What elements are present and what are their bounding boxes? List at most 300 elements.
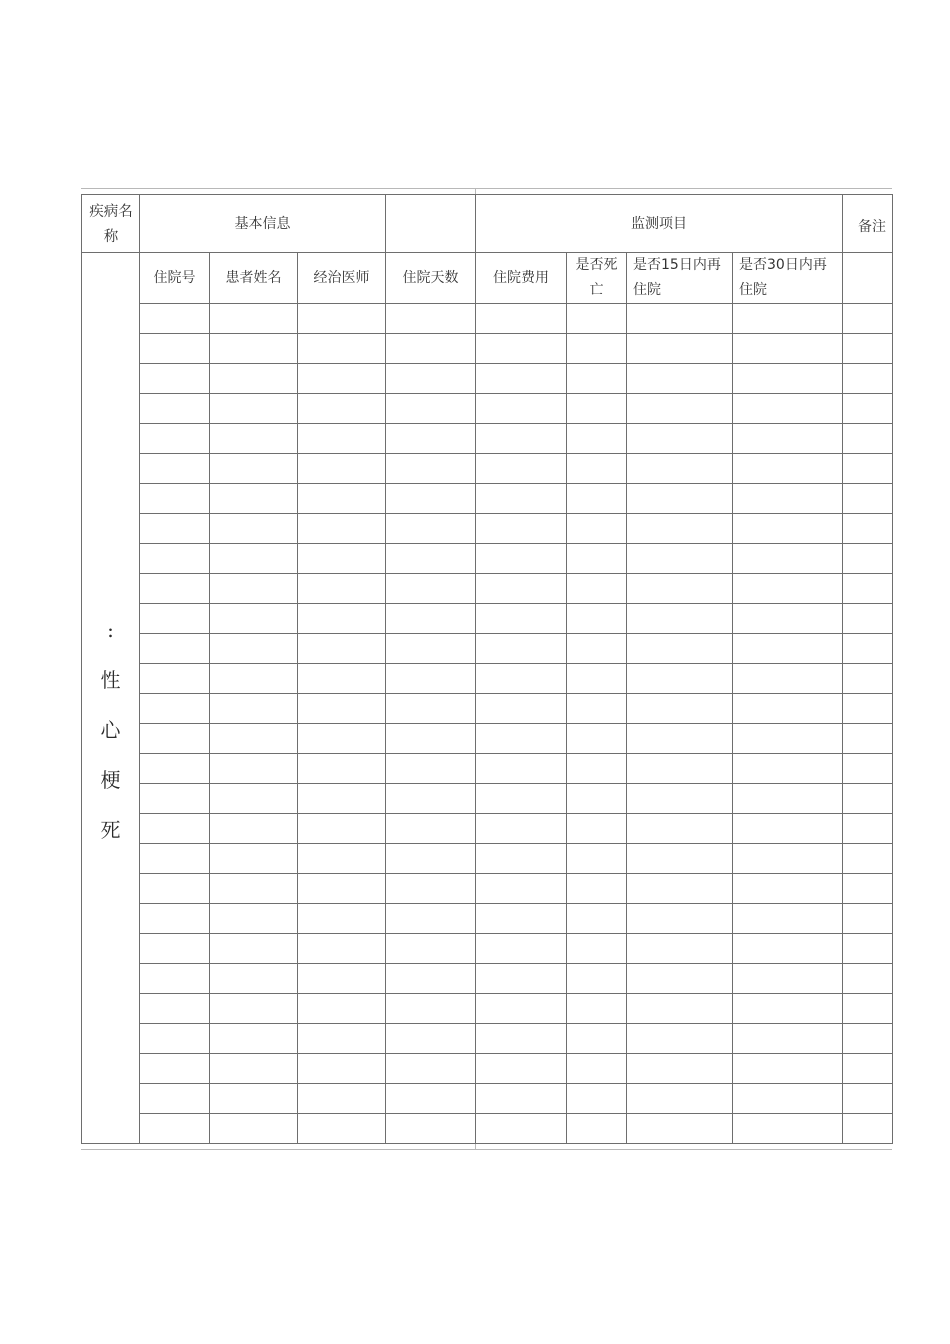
cell-patient-name [210,304,298,334]
table-row [82,964,893,994]
cell-admission-no [140,844,210,874]
cell-remarks [843,634,893,664]
cell-died [567,424,627,454]
cell-readmit-30 [733,334,843,364]
cell-remarks [843,844,893,874]
cell-stay-days [386,304,476,334]
cell-readmit-30 [733,634,843,664]
cell-died [567,754,627,784]
cell-readmit-30 [733,484,843,514]
cell-attending-doctor [298,694,386,724]
cell-readmit-30 [733,964,843,994]
cell-attending-doctor [298,604,386,634]
cell-readmit-15 [627,664,733,694]
cell-patient-name [210,754,298,784]
cell-patient-name [210,694,298,724]
disease-name-vertical: : 性 心 梗 死 [100,618,121,842]
cell-stay-days [386,874,476,904]
cell-patient-name [210,604,298,634]
cell-attending-doctor [298,934,386,964]
cell-readmit-30 [733,934,843,964]
cell-stay-days [386,724,476,754]
cell-cost [476,484,567,514]
cell-stay-days [386,484,476,514]
cell-admission-no [140,904,210,934]
cell-readmit-30 [733,304,843,334]
cell-stay-days [386,364,476,394]
monitoring-items-header: 监测项目 [476,195,843,253]
cell-died [567,1084,627,1114]
cell-attending-doctor [298,1114,386,1144]
cell-stay-days [386,1024,476,1054]
cell-remarks [843,304,893,334]
cell-stay-days [386,814,476,844]
cell-died [567,934,627,964]
cell-attending-doctor [298,964,386,994]
cell-stay-days [386,694,476,724]
table-row [82,544,893,574]
cell-patient-name [210,784,298,814]
cell-patient-name [210,874,298,904]
cell-stay-days [386,454,476,484]
cell-remarks [843,814,893,844]
cell-cost [476,934,567,964]
cell-patient-name [210,904,298,934]
cell-attending-doctor [298,364,386,394]
cell-readmit-15 [627,604,733,634]
remarks-header: 备注 [843,195,893,253]
cell-remarks [843,964,893,994]
cell-died [567,904,627,934]
cell-stay-days [386,844,476,874]
cell-cost [476,394,567,424]
cell-died [567,664,627,694]
cell-stay-days [386,1054,476,1084]
cell-attending-doctor [298,634,386,664]
cell-cost [476,364,567,394]
top-border-rule [81,188,892,189]
cell-readmit-30 [733,874,843,904]
table-row [82,1054,893,1084]
cell-died [567,574,627,604]
cell-remarks [843,934,893,964]
disease-name-header: 疾病名称 [82,195,140,253]
cell-remarks [843,994,893,1024]
cell-admission-no [140,634,210,664]
cell-died [567,994,627,1024]
cell-readmit-15 [627,964,733,994]
cell-died [567,1024,627,1054]
cell-attending-doctor [298,844,386,874]
table-row [82,514,893,544]
cell-stay-days [386,544,476,574]
cell-attending-doctor [298,1024,386,1054]
cell-patient-name [210,1084,298,1114]
cell-cost [476,454,567,484]
table-row [82,664,893,694]
cell-readmit-15 [627,514,733,544]
cell-patient-name [210,994,298,1024]
cell-patient-name [210,844,298,874]
cell-remarks [843,904,893,934]
cell-patient-name [210,514,298,544]
cell-admission-no [140,964,210,994]
cell-admission-no [140,814,210,844]
cell-readmit-30 [733,754,843,784]
cell-patient-name [210,394,298,424]
cell-admission-no [140,1024,210,1054]
cell-readmit-15 [627,934,733,964]
table-row [82,454,893,484]
cell-readmit-15 [627,994,733,1024]
cell-remarks [843,364,893,394]
table-row [82,484,893,514]
cell-died [567,304,627,334]
cell-admission-no [140,1054,210,1084]
bottom-border-rule [81,1149,892,1150]
cell-readmit-15 [627,484,733,514]
cell-readmit-30 [733,724,843,754]
cell-admission-no [140,424,210,454]
table-row [82,574,893,604]
cell-cost [476,544,567,574]
table-row [82,424,893,454]
cell-cost [476,304,567,334]
cell-readmit-30 [733,604,843,634]
monitoring-table [81,194,893,1144]
cell-patient-name [210,574,298,604]
cell-cost [476,514,567,544]
cell-readmit-30 [733,514,843,544]
cell-died [567,484,627,514]
cell-died [567,964,627,994]
cell-readmit-15 [627,454,733,484]
table-row [82,694,893,724]
cell-patient-name [210,934,298,964]
cell-died [567,844,627,874]
cell-admission-no [140,994,210,1024]
cell-admission-no [140,934,210,964]
cell-attending-doctor [298,544,386,574]
cell-remarks [843,1024,893,1054]
cell-readmit-15 [627,1114,733,1144]
cell-remarks [843,604,893,634]
cell-remarks [843,784,893,814]
cell-died [567,784,627,814]
cell-stay-days [386,994,476,1024]
cell-readmit-15 [627,1084,733,1114]
cell-cost [476,724,567,754]
cell-stay-days [386,754,476,784]
col-header-patient-name: 患者姓名 [210,253,298,304]
cell-readmit-15 [627,784,733,814]
cell-readmit-30 [733,394,843,424]
cell-died [567,334,627,364]
col-header-admission-no: 住院号 [140,253,210,304]
cell-readmit-30 [733,844,843,874]
cell-died [567,874,627,904]
cell-attending-doctor [298,904,386,934]
cell-cost [476,1114,567,1144]
cell-admission-no [140,754,210,784]
cell-readmit-15 [627,874,733,904]
cell-stay-days [386,934,476,964]
col-header-readmit-30: 是否30日内再住院 [733,253,843,304]
cell-attending-doctor [298,664,386,694]
cell-readmit-15 [627,1024,733,1054]
cell-readmit-30 [733,574,843,604]
cell-attending-doctor [298,334,386,364]
cell-remarks [843,694,893,724]
cell-cost [476,1054,567,1084]
cell-readmit-15 [627,394,733,424]
cell-patient-name [210,544,298,574]
cell-remarks [843,874,893,904]
col-header-stay-days: 住院天数 [386,253,476,304]
blank-header-cell [386,195,476,253]
cell-died [567,514,627,544]
cell-cost [476,904,567,934]
table-row [82,1084,893,1114]
cell-admission-no [140,364,210,394]
cell-readmit-15 [627,844,733,874]
cell-stay-days [386,514,476,544]
header-row-1 [82,195,893,253]
cell-attending-doctor [298,1054,386,1084]
cell-cost [476,1024,567,1054]
cell-admission-no [140,664,210,694]
table-row [82,724,893,754]
cell-cost [476,574,567,604]
cell-patient-name [210,454,298,484]
cell-admission-no [140,784,210,814]
cell-attending-doctor [298,394,386,424]
cell-remarks [843,484,893,514]
cell-remarks [843,1114,893,1144]
cell-cost [476,634,567,664]
cell-readmit-30 [733,694,843,724]
cell-stay-days [386,334,476,364]
table-row [82,784,893,814]
cell-remarks [843,724,893,754]
cell-attending-doctor [298,754,386,784]
cell-cost [476,754,567,784]
cell-remarks [843,334,893,364]
cell-cost [476,334,567,364]
col-header-died: 是否死亡 [567,253,627,304]
cell-attending-doctor [298,424,386,454]
cell-readmit-30 [733,664,843,694]
cell-cost [476,844,567,874]
basic-info-header: 基本信息 [140,195,386,253]
cell-admission-no [140,874,210,904]
cell-attending-doctor [298,724,386,754]
cell-readmit-15 [627,424,733,454]
cell-stay-days [386,604,476,634]
cell-patient-name [210,814,298,844]
table-row [82,1024,893,1054]
cell-readmit-15 [627,814,733,844]
cell-remarks [843,664,893,694]
table-row [82,874,893,904]
table-row [82,634,893,664]
cell-remarks [843,394,893,424]
cell-died [567,724,627,754]
cell-died [567,394,627,424]
table-row [82,334,893,364]
cell-readmit-15 [627,544,733,574]
cell-attending-doctor [298,454,386,484]
cell-readmit-30 [733,1114,843,1144]
table-row [82,304,893,334]
cell-admission-no [140,544,210,574]
cell-admission-no [140,454,210,484]
cell-readmit-15 [627,574,733,604]
table-row [82,394,893,424]
cell-readmit-30 [733,814,843,844]
cell-patient-name [210,1054,298,1084]
cell-remarks [843,754,893,784]
cell-stay-days [386,964,476,994]
cell-readmit-15 [627,334,733,364]
cell-readmit-30 [733,1024,843,1054]
cell-attending-doctor [298,514,386,544]
cell-patient-name [210,424,298,454]
cell-died [567,1114,627,1144]
cell-readmit-15 [627,1054,733,1084]
cell-remarks [843,424,893,454]
cell-patient-name [210,364,298,394]
table-row [82,994,893,1024]
cell-admission-no [140,1114,210,1144]
cell-died [567,364,627,394]
cell-died [567,544,627,574]
cell-stay-days [386,1114,476,1144]
cell-readmit-30 [733,1054,843,1084]
cell-cost [476,814,567,844]
col-header-cost: 住院费用 [476,253,567,304]
cell-stay-days [386,904,476,934]
cell-cost [476,964,567,994]
cell-cost [476,694,567,724]
cell-stay-days [386,574,476,604]
cell-cost [476,874,567,904]
cell-attending-doctor [298,484,386,514]
cell-admission-no [140,1084,210,1114]
cell-admission-no [140,394,210,424]
cell-admission-no [140,724,210,754]
cell-patient-name [210,664,298,694]
cell-stay-days [386,394,476,424]
cell-patient-name [210,634,298,664]
cell-readmit-15 [627,364,733,394]
table-row [82,1114,893,1144]
cell-attending-doctor [298,304,386,334]
cell-readmit-30 [733,454,843,484]
header-row-2 [82,253,893,304]
cell-readmit-15 [627,754,733,784]
cell-remarks [843,1054,893,1084]
cell-cost [476,604,567,634]
cell-readmit-15 [627,694,733,724]
cell-stay-days [386,1084,476,1114]
cell-remarks [843,1084,893,1114]
disease-name-cell [82,253,140,1144]
cell-remarks [843,514,893,544]
cell-attending-doctor [298,1084,386,1114]
cell-remarks [843,454,893,484]
cell-readmit-30 [733,904,843,934]
cell-readmit-30 [733,544,843,574]
cell-readmit-15 [627,904,733,934]
cell-attending-doctor [298,874,386,904]
table-row [82,934,893,964]
col-header-readmit-15: 是否15日内再住院 [627,253,733,304]
cell-remarks [843,544,893,574]
col-header-remarks-blank [843,253,893,304]
cell-patient-name [210,964,298,994]
cell-patient-name [210,484,298,514]
cell-admission-no [140,694,210,724]
cell-died [567,694,627,724]
table-row [82,604,893,634]
cell-stay-days [386,664,476,694]
cell-readmit-30 [733,364,843,394]
cell-readmit-30 [733,424,843,454]
cell-readmit-30 [733,1084,843,1114]
cell-admission-no [140,334,210,364]
cell-stay-days [386,424,476,454]
cell-attending-doctor [298,814,386,844]
col-header-attending-doctor: 经治医师 [298,253,386,304]
cell-patient-name [210,1114,298,1144]
cell-admission-no [140,574,210,604]
cell-cost [476,664,567,694]
cell-admission-no [140,484,210,514]
cell-patient-name [210,334,298,364]
table-row [82,754,893,784]
cell-readmit-30 [733,994,843,1024]
cell-attending-doctor [298,994,386,1024]
cell-remarks [843,574,893,604]
cell-patient-name [210,1024,298,1054]
cell-admission-no [140,514,210,544]
cell-stay-days [386,634,476,664]
table-row [82,844,893,874]
cell-patient-name [210,724,298,754]
cell-admission-no [140,604,210,634]
cell-attending-doctor [298,784,386,814]
cell-readmit-15 [627,724,733,754]
cell-readmit-15 [627,634,733,664]
cell-cost [476,994,567,1024]
table-row [82,814,893,844]
cell-cost [476,424,567,454]
cell-attending-doctor [298,574,386,604]
table-row [82,364,893,394]
cell-readmit-15 [627,304,733,334]
cell-died [567,1054,627,1084]
table-row [82,904,893,934]
cell-cost [476,1084,567,1114]
cell-died [567,604,627,634]
cell-stay-days [386,784,476,814]
cell-cost [476,784,567,814]
cell-readmit-30 [733,784,843,814]
cell-died [567,634,627,664]
cell-died [567,814,627,844]
cell-admission-no [140,304,210,334]
